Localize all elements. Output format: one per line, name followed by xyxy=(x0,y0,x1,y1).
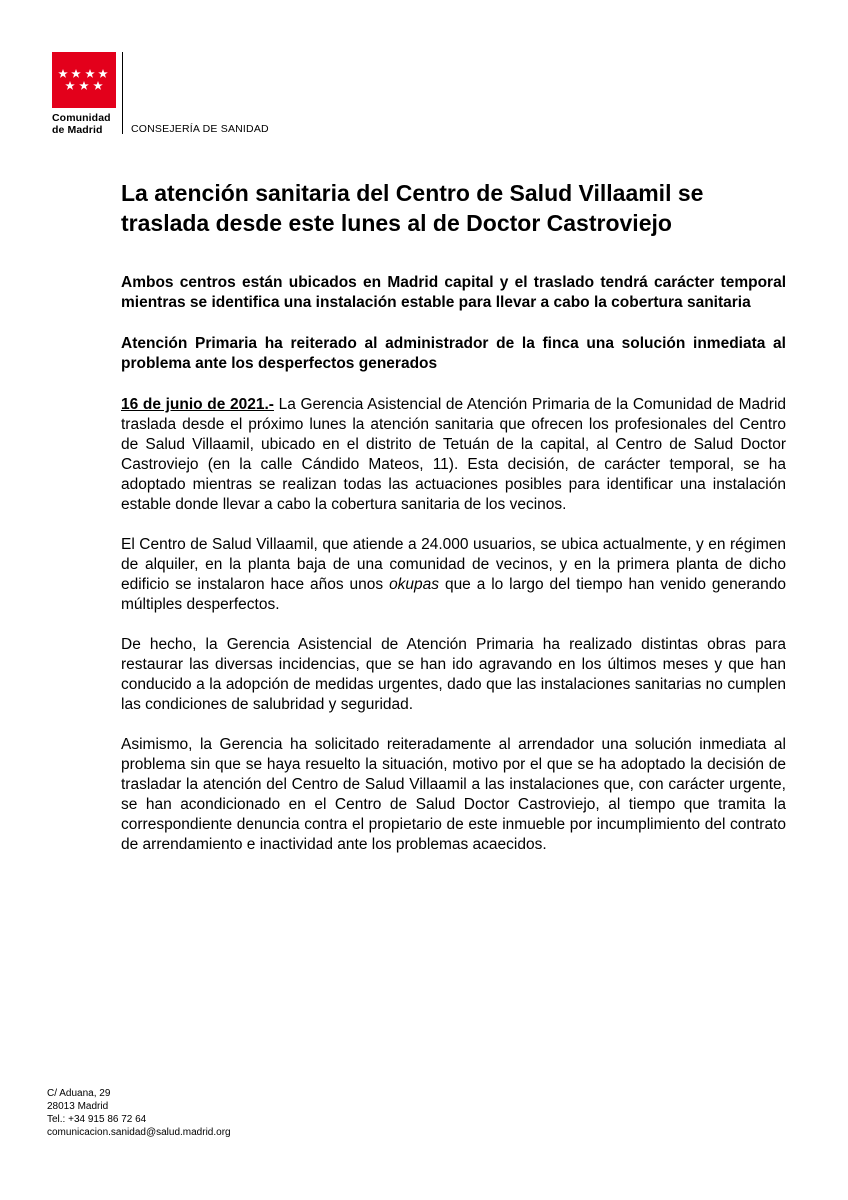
paragraph-2-text-end: que a lo largo del tiempo han venido generando múltiples desperfectos. xyxy=(121,576,787,613)
madrid-flag-icon xyxy=(52,52,116,108)
paragraph-2-italic: okupas xyxy=(389,576,440,593)
stars-icon xyxy=(52,52,116,108)
logo-name-line1: Comunidad xyxy=(52,112,111,124)
address-line1: C/ Aduana, 29 xyxy=(47,1088,111,1099)
phone: Tel.: +34 915 86 72 64 xyxy=(47,1114,147,1125)
paragraph-2 xyxy=(121,535,786,615)
paragraph-1-text: La Gerencia Asistencial de Atención Primaria de la Comunidad de Madrid traslada desde el próximo lunes la atención sanitaria que ofrecen los profesionales del Centro de Salud Villaamil, ubicado en el distrito de Tetuán de la capital, al Centro de Salud Doctor Castroviejo (en la calle Cándido Mateos, 11). Esta decisión, de carácter temporal, se ha adoptado mientras se realizan todas las actuaciones posibles para identificar una instalación estable donde llevar a cabo la cobertura sanitaria de los vecinos. xyxy=(121,396,787,513)
paragraph-4: Asimismo, la Gerencia ha solicitado reiteradamente al arrendador una solución inmediata al problema sin que se haya resuelto la situación, motivo por el que se ha adoptado la decisión de trasladar la atención del Centro de Salud Villaamil a las instalaciones que, con carácter urgente, se han acondicionado en el Centro de Salud Doctor Castroviejo, al tiempo que tramita la correspondiente denuncia contra el propietario de este inmueble por incumplimiento del contrato de arrendamiento e inactividad ante los problemas acaecidos. xyxy=(121,736,786,853)
subheadline-1: Ambos centros están ubicados en Madrid capital y el traslado tendrá carácter temporal mientras se identifica una instalación estable para llevar a cabo la cobertura sanitaria xyxy=(121,274,786,311)
header-divider xyxy=(122,52,123,134)
paragraph-2-text-start: El Centro de Salud Villaamil, que atiende a 24.000 usuarios, se ubica actualmente, y en régimen de alquiler, en la planta baja de una comunidad de vecinos, y en la primera planta de dicho edificio se instalaron hace años unos xyxy=(121,536,786,593)
dateline: 16 de junio de 2021.- xyxy=(121,396,274,413)
paragraph-1 xyxy=(121,395,786,515)
footer-contact xyxy=(47,1087,231,1139)
logo-name xyxy=(52,112,116,136)
comunidad-de-madrid-logo xyxy=(52,52,116,136)
email: comunicacion.sanidad@salud.madrid.org xyxy=(47,1127,231,1138)
paragraph-3: De hecho, la Gerencia Asistencial de Atención Primaria ha realizado distintas obras para restaurar las diversas incidencias, que se han ido agravando en los últimos meses y que han conducido a la adopción de medidas urgentes, dado que las instalaciones sanitarias no cumplen las condiciones de salubridad y seguridad. xyxy=(121,636,786,713)
address-line2: 28013 Madrid xyxy=(47,1101,109,1112)
department-name: CONSEJERÍA DE SANIDAD xyxy=(131,123,269,135)
headline: La atención sanitaria del Centro de Salud Villaamil se traslada desde este lunes al de Doctor Castroviejo xyxy=(121,180,704,236)
subheadline-2: Atención Primaria ha reiterado al administrador de la finca una solución inmediata al problema ante los desperfectos generados xyxy=(121,335,786,372)
press-release xyxy=(121,178,786,875)
logo-name-line2: de Madrid xyxy=(52,124,103,136)
